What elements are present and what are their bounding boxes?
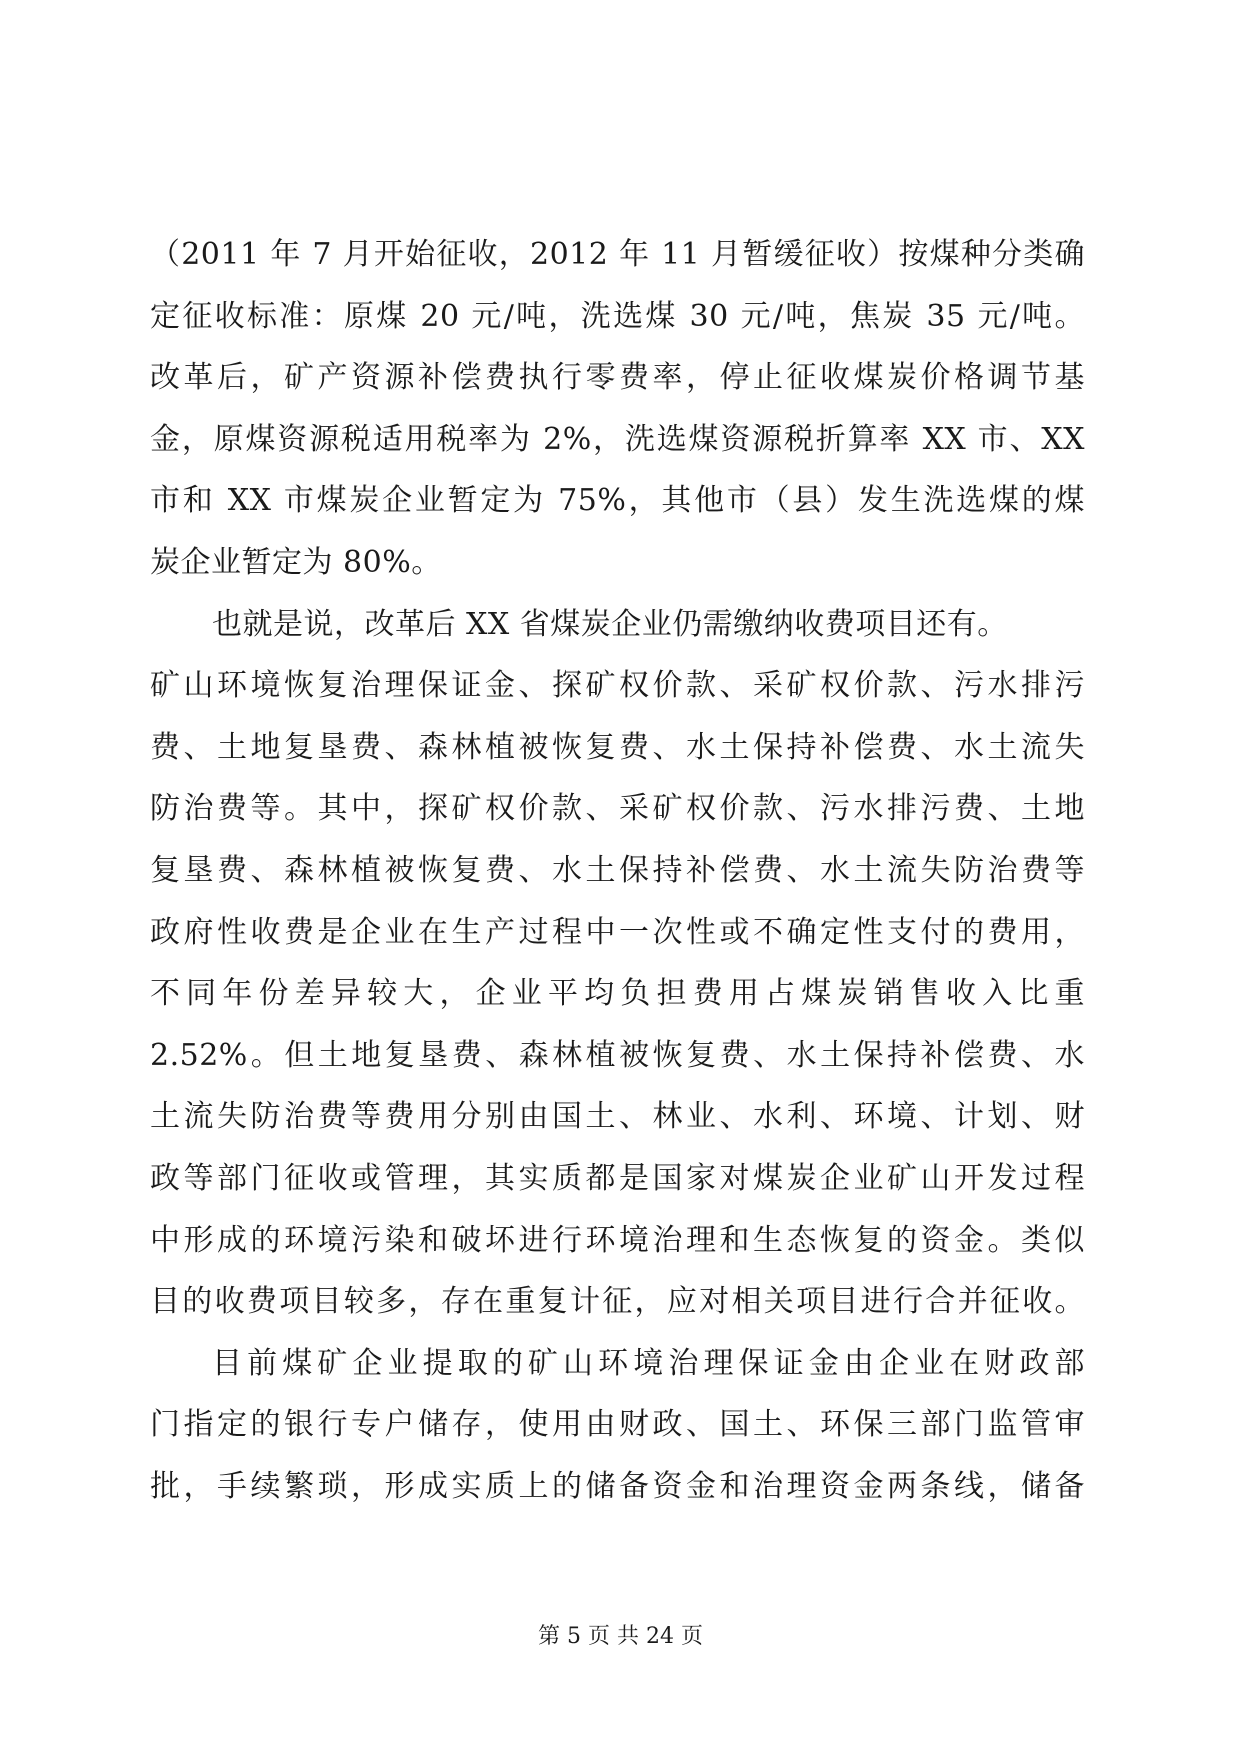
document-body — [150, 224, 1085, 1517]
paragraph-1 — [150, 224, 1085, 594]
text-line: 市和 XX 市煤炭企业暂定为 75%，其他市（县）发生洗选煤的煤 — [150, 483, 1085, 519]
text-line: 目的收费项目较多，存在重复计征，应对相关项目进行合并征收。 — [150, 1284, 1085, 1320]
text-line: 费、土地复垦费、森林植被恢复费、水土保持补偿费、水土流失 — [150, 729, 1085, 765]
page-number: 第 5 页 共 24 页 — [538, 1624, 703, 1649]
text-line: 金，原煤资源税适用税率为 2%，洗选煤资源税折算率 XX 市、XX — [150, 421, 1085, 457]
text-line: 2.52%。但土地复垦费、森林植被恢复费、水土保持补偿费、水 — [150, 1037, 1085, 1073]
text-line: 政等部门征收或管理，其实质都是国家对煤炭企业矿山开发过程 — [150, 1160, 1085, 1196]
text-line: 土流失防治费等费用分别由国土、林业、水利、环境、计划、财 — [150, 1099, 1085, 1135]
text-line: 定征收标准：原煤 20 元/吨，洗选煤 30 元/吨，焦炭 35 元/吨。 — [150, 298, 1085, 334]
text-line: 复垦费、森林植被恢复费、水土保持补偿费、水土流失防治费等 — [150, 852, 1085, 888]
text-line: 目前煤矿企业提取的矿山环境治理保证金由企业在财政部 — [212, 1345, 1085, 1381]
text-line: （2011 年 7 月开始征收，2012 年 11 月暂缓征收）按煤种分类确 — [150, 237, 1085, 272]
text-line: 门指定的银行专户储存，使用由财政、国土、环保三部门监管审 — [150, 1407, 1085, 1443]
text-line: 批，手续繁琐，形成实质上的储备资金和治理资金两条线，储备 — [150, 1468, 1085, 1504]
text-line: 不同年份差异较大，企业平均负担费用占煤炭销售收入比重 — [150, 976, 1085, 1012]
text-line: 中形成的环境污染和破坏进行环境治理和生态恢复的资金。类似 — [150, 1222, 1085, 1258]
paragraph-2 — [150, 594, 1085, 1333]
text-line: 政府性收费是企业在生产过程中一次性或不确定性支付的费用， — [150, 914, 1085, 950]
text-line: 也就是说，改革后 XX 省煤炭企业仍需缴纳收费项目还有。 — [212, 606, 1008, 642]
text-line: 改革后，矿产资源补偿费执行零费率，停止征收煤炭价格调节基 — [150, 360, 1085, 396]
text-line: 炭企业暂定为 80%。 — [150, 544, 442, 580]
text-line: 防治费等。其中，探矿权价款、采矿权价款、污水排污费、土地 — [150, 791, 1085, 827]
paragraph-3 — [150, 1333, 1085, 1518]
text-line: 矿山环境恢复治理保证金、探矿权价款、采矿权价款、污水排污 — [150, 668, 1085, 704]
page-footer — [0, 1622, 1241, 1652]
